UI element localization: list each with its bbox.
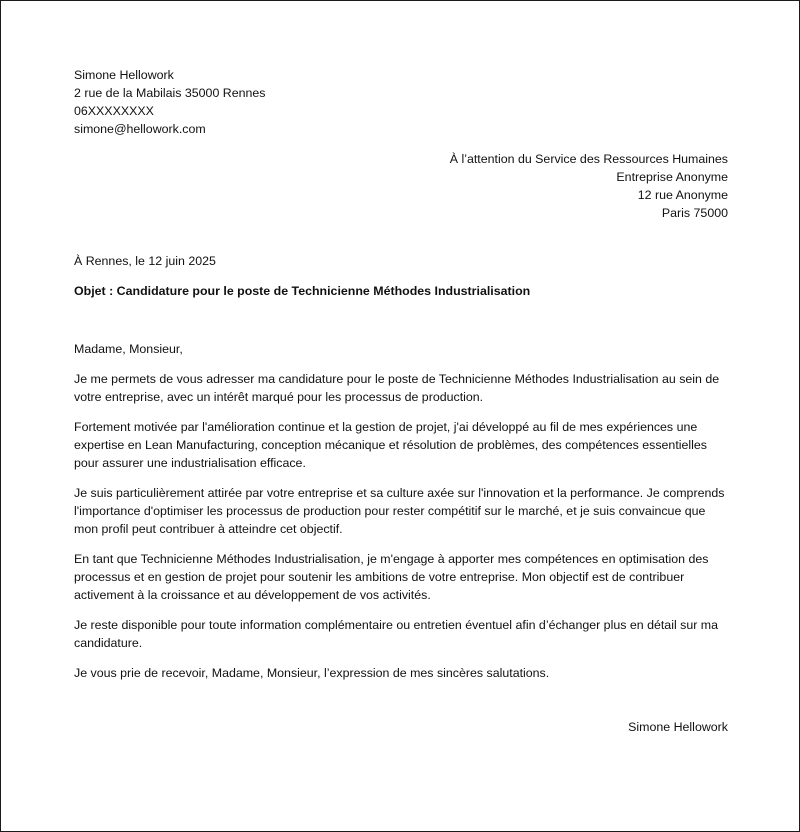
recipient-city: Paris 75000 xyxy=(661,206,728,220)
subject-line: Objet : Candidature pour le poste de Technicienne Méthodes Industrialisation xyxy=(74,284,531,298)
body-paragraph-1: Je me permets de vous adresser ma candidature pour le poste de Technicienne Méthodes Industrialisation au sein de votre entreprise, avec un intérêt marqué pour les processus de production. xyxy=(74,372,720,404)
recipient-company: Entreprise Anonyme xyxy=(616,170,728,184)
signature: Simone Hellowork xyxy=(628,720,728,734)
sender-block xyxy=(74,66,728,138)
body-paragraph-2: Fortement motivée par l'amélioration continue et la gestion de projet, j'ai développé au fil de mes expériences une expertise en Lean Manufacturing, conception mécanique et résolution de problèmes, des compétences essentielles pour assurer une industrialisation efficace. xyxy=(74,420,707,470)
sender-email: simone@hellowork.com xyxy=(74,122,206,136)
body-paragraph-5: Je reste disponible pour toute information complémentaire ou entretien éventuel afin d’échanger plus en détail sur ma candidature. xyxy=(74,618,719,650)
closing-formula: Je vous prie de recevoir, Madame, Monsieur, l’expression de mes sincères salutations. xyxy=(74,666,550,680)
recipient-attention: À l’attention du Service des Ressources Humaines xyxy=(449,152,728,166)
sender-phone: 06XXXXXXXX xyxy=(74,104,154,118)
salutation: Madame, Monsieur, xyxy=(74,342,183,356)
sender-name: Simone Hellowork xyxy=(74,68,174,82)
recipient-street: 12 rue Anonyme xyxy=(637,188,728,202)
letter-content xyxy=(74,66,728,736)
date-line: À Rennes, le 12 juin 2025 xyxy=(74,254,216,268)
recipient-block xyxy=(74,150,728,222)
body-paragraph-3: Je suis particulièrement attirée par votre entreprise et sa culture axée sur l'innovation et la performance. Je comprends l'importance d'optimiser les processus de production pour rester compétitif sur le marché, et je suis convaincue que mon profil peut contribuer à atteindre cet objectif. xyxy=(74,486,725,536)
sender-address: 2 rue de la Mabilais 35000 Rennes xyxy=(74,86,266,100)
body-paragraph-4: En tant que Technicienne Méthodes Industrialisation, je m'engage à apporter mes compétences en optimisation des processus et en gestion de projet pour soutenir les ambitions de votre entreprise. Mon objectif est de contribuer activement à la croissance et au développement de vos activités. xyxy=(74,552,709,602)
